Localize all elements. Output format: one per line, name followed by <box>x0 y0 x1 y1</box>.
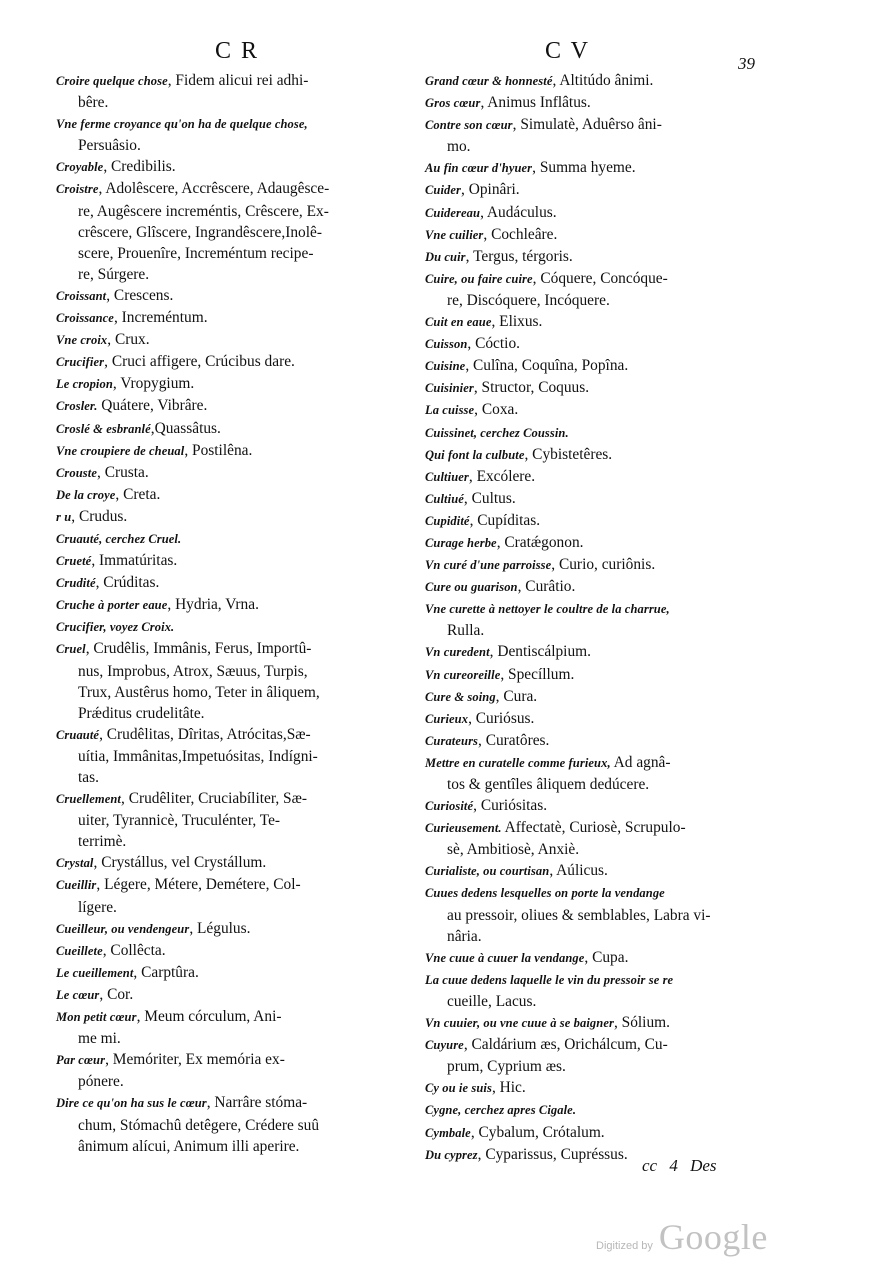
dictionary-entry <box>425 1034 770 1077</box>
dictionary-entry <box>425 157 770 179</box>
entry-definition: , Excólere. <box>468 467 536 485</box>
dictionary-entry <box>56 594 401 616</box>
left-column <box>56 70 401 1157</box>
entry-continuation: tos & gentîles âliquem dedúcere. <box>447 776 650 793</box>
entry-definition: , Curatôres. <box>478 731 550 749</box>
entry-headword: Crueté <box>56 554 92 569</box>
entry-definition: , Cultus. <box>463 489 516 507</box>
entry-headword: Croissance <box>56 311 114 326</box>
dictionary-entry <box>425 1144 770 1166</box>
entry-headword: Cuissinet, cerchez Coussin. <box>425 425 569 440</box>
dictionary-entry <box>425 268 770 311</box>
entry-definition: , Légere, Métere, Demétere, Col- <box>96 876 301 894</box>
dictionary-entry <box>425 1077 770 1099</box>
dictionary-entry <box>56 178 401 284</box>
page-number: 39 <box>738 54 755 73</box>
entry-definition: , Adolêscere, Accrêscere, Adaugêsce- <box>98 180 330 198</box>
dictionary-entry <box>56 395 401 417</box>
entry-headword: Croire quelque chose <box>56 74 168 88</box>
entry-continuation: lígere. <box>78 898 117 916</box>
dictionary-entry <box>425 355 770 377</box>
dictionary-entry <box>425 202 770 224</box>
dictionary-entry <box>56 285 401 307</box>
entry-headword: Cuire, ou faire cuire <box>425 271 533 286</box>
entry-headword: Par cœur <box>56 1053 106 1068</box>
entry-headword: Cueillir <box>56 878 97 893</box>
dictionary-entry <box>56 940 401 962</box>
entry-headword: La cuisse <box>425 403 475 418</box>
dictionary-entry <box>56 156 401 178</box>
dictionary-entry <box>56 616 401 638</box>
entry-headword: Cruche à porter eaue <box>56 598 168 613</box>
entry-definition: , Curiósitas. <box>473 797 548 815</box>
dictionary-entry <box>425 752 770 795</box>
entry-headword: Vne curette à nettoyer le coultre de la charrue, <box>425 602 670 617</box>
dictionary-entry <box>56 874 401 917</box>
entry-headword: Cuit en eaue <box>425 315 492 330</box>
dictionary-entry <box>425 377 770 399</box>
dictionary-entry <box>425 1099 770 1121</box>
entry-continuation: crêscere, Glîscere, Ingrandêscere,Inolê- <box>78 223 322 241</box>
entry-headword: Mettre en curatelle comme furieux, <box>425 755 611 770</box>
entry-definition: , Cóctio. <box>467 335 520 353</box>
entry-headword: Cygne, cerchez apres Cigale. <box>425 1103 577 1118</box>
entry-continuation: me mi. <box>78 1030 121 1048</box>
entry-headword: Curialiste, ou courtisan <box>425 864 550 879</box>
entry-definition: Quátere, Vibrâre. <box>97 397 208 415</box>
dictionary-entry <box>56 506 401 528</box>
dictionary-entry <box>56 1092 401 1156</box>
entry-headword: Cymbale <box>425 1125 471 1140</box>
entry-headword: Curieux <box>425 711 469 726</box>
dictionary-entry <box>56 918 401 940</box>
dictionary-entry <box>425 488 770 510</box>
entry-headword: Contre son cœur <box>425 118 513 133</box>
dictionary-entry <box>56 351 401 373</box>
entry-continuation: terrimè. <box>78 833 127 851</box>
entry-continuation: re, Súrgere. <box>78 265 150 283</box>
entry-continuation: Persuâsio. <box>78 137 141 155</box>
dictionary-entry <box>425 947 770 969</box>
dictionary-entry <box>425 444 770 466</box>
dictionary-entry <box>425 399 770 421</box>
dictionary-entry <box>425 554 770 576</box>
running-head-left: C R <box>215 38 260 64</box>
entry-headword: Le cueillement <box>56 965 134 980</box>
entry-headword: Cy ou ie suis <box>425 1081 492 1096</box>
dictionary-entry <box>56 440 401 462</box>
dictionary-entry <box>56 1006 401 1049</box>
dictionary-entry <box>56 788 401 852</box>
entry-headword: Crouste <box>56 465 97 480</box>
dictionary-entry <box>56 572 401 594</box>
entry-headword: Crucifier, voyez Croix. <box>56 620 175 635</box>
right-column <box>425 70 770 1166</box>
entry-definition: , Légulus. <box>189 919 251 937</box>
entry-headword: Qui font la culbute <box>425 447 525 462</box>
entry-definition: , Crystállus, vel Crystállum. <box>93 854 267 872</box>
entry-continuation: bêre. <box>78 94 109 112</box>
entry-definition: , Hydria, Vrna. <box>167 596 259 614</box>
entry-headword: Au fin cœur d'hyuer <box>425 161 533 176</box>
entry-definition: Affectatè, Curiosè, Scrupulo- <box>501 819 686 837</box>
entry-definition: , Hic. <box>491 1079 526 1097</box>
dictionary-entry <box>56 528 401 550</box>
entry-headword: De la croye <box>56 487 116 502</box>
entry-headword: Curiosité <box>425 799 474 814</box>
dictionary-entry <box>425 1122 770 1144</box>
dictionary-entry <box>425 817 770 860</box>
dictionary-entry <box>425 795 770 817</box>
entry-headword: La cuue dedens laquelle le vin du pressoir se re <box>425 972 674 987</box>
entry-headword: Cuisinier <box>425 381 474 396</box>
dictionary-entry <box>425 510 770 532</box>
entry-headword: Le cropion <box>56 377 113 392</box>
entry-definition: , Culîna, Coquîna, Popîna. <box>465 357 629 375</box>
entry-headword: Cruauté <box>56 727 100 742</box>
dictionary-entry <box>425 1012 770 1034</box>
dictionary-entry <box>425 882 770 946</box>
dictionary-entry <box>56 113 401 156</box>
entry-headword: Croistre <box>56 182 99 197</box>
entry-headword: Vne croix <box>56 333 108 348</box>
signature-catchword <box>642 1156 717 1176</box>
entry-definition: , Increméntum. <box>113 309 208 327</box>
dictionary-entry <box>425 686 770 708</box>
dictionary-entry <box>425 246 770 268</box>
dictionary-entry <box>425 92 770 114</box>
entry-definition: , Animus Inflâtus. <box>480 94 591 112</box>
watermark-prefix: Digitized by <box>596 1240 653 1252</box>
dictionary-entry <box>56 307 401 329</box>
dictionary-entry <box>425 70 770 92</box>
dictionary-entry <box>425 969 770 1012</box>
entry-headword: Curieusement. <box>425 821 502 836</box>
dictionary-entry <box>425 114 770 157</box>
entry-continuation: re, Discóquere, Incóquere. <box>447 291 610 309</box>
entry-continuation: scere, Prouenîre, Increméntum recipe- <box>78 244 314 262</box>
dictionary-entry <box>56 724 401 788</box>
entry-definition: , Cybalum, Crótalum. <box>470 1123 605 1141</box>
dictionary-entry <box>56 962 401 984</box>
entry-definition: , Specíllum. <box>500 665 575 683</box>
entry-headword: Cupidité <box>425 513 470 528</box>
entry-headword: Cuidereau <box>425 205 481 220</box>
entry-headword: r u <box>56 509 72 524</box>
entry-continuation: prum, Cyprium æs. <box>447 1058 566 1076</box>
dictionary-entry <box>425 598 770 641</box>
entry-definition: , Carptûra. <box>133 963 199 981</box>
dictionary-entry <box>425 708 770 730</box>
entry-headword: Gros cœur <box>425 96 481 111</box>
entry-headword: Vn cuuier, ou vne cuue à se baigner <box>425 1016 614 1031</box>
entry-headword: Cultiuer <box>425 469 469 484</box>
entry-definition: , Sólium. <box>613 1014 670 1032</box>
dictionary-entry <box>56 70 401 113</box>
dictionary-entry <box>56 984 401 1006</box>
entry-definition: , Summa hyeme. <box>532 159 636 177</box>
dictionary-entry <box>56 418 401 440</box>
entry-headword: Cruauté, cerchez Cruel. <box>56 531 182 546</box>
catchword: Des <box>690 1156 717 1175</box>
entry-definition: , Cupa. <box>584 948 629 966</box>
entry-definition: , Dentiscálpium. <box>489 643 591 661</box>
dictionary-entry <box>425 311 770 333</box>
entry-headword: Dire ce qu'on ha sus le cœur <box>56 1096 207 1111</box>
entry-headword: Vne cuilier <box>425 227 484 242</box>
entry-definition: , Coxa. <box>474 401 519 419</box>
entry-headword: Crystal <box>56 856 94 871</box>
entry-definition: , Aúlicus. <box>549 862 608 880</box>
dictionary-entry <box>56 329 401 351</box>
entry-headword: Vne ferme croyance qu'on ha de quelque chose, <box>56 117 308 132</box>
entry-headword: Cuues dedens lesquelles on porte la vendange <box>425 886 665 901</box>
entry-continuation: cueille, Lacus. <box>447 992 537 1010</box>
entry-definition: , Simulatè, Aduêrso âni- <box>512 116 662 134</box>
entry-definition: , Crescens. <box>106 286 174 304</box>
dictionary-entry <box>56 550 401 572</box>
entry-continuation: mo. <box>447 138 471 156</box>
entry-definition: , Cochleâre. <box>483 225 558 243</box>
entry-headword: Mon petit cœur <box>56 1010 137 1025</box>
dictionary-entry <box>56 852 401 874</box>
entry-definition: , Meum córculum, Ani- <box>136 1008 282 1026</box>
entry-continuation: Trux, Austêrus homo, Teter in âliquem, <box>78 683 320 701</box>
dictionary-entry <box>425 860 770 882</box>
entry-definition: , Vropygium. <box>112 375 195 393</box>
dictionary-entry <box>425 664 770 686</box>
entry-headword: Vn curé d'une parroisse <box>425 558 552 573</box>
dictionary-entry <box>56 484 401 506</box>
entry-definition: , Memóriter, Ex memória ex- <box>105 1051 285 1069</box>
dictionary-entry <box>56 638 401 723</box>
entry-headword: Cuyure <box>425 1038 464 1053</box>
entry-definition: , Cybistetêres. <box>524 445 613 463</box>
entry-definition: , Elixus. <box>491 313 543 331</box>
entry-definition: , Curio, curiônis. <box>551 556 656 574</box>
dictionary-entry <box>425 532 770 554</box>
dictionary-entry <box>56 462 401 484</box>
dictionary-entry <box>56 1049 401 1092</box>
entry-definition: , Credibilis. <box>103 158 176 176</box>
digitized-watermark <box>596 1216 768 1258</box>
entry-headword: Du cuir <box>425 249 466 264</box>
entry-definition: , Crudêlis, Immânis, Ferus, Importû- <box>85 640 312 658</box>
entry-headword: Cruellement <box>56 792 121 807</box>
entry-continuation: Prǽditus crudelitâte. <box>78 704 205 722</box>
entry-continuation: ânimum alícui, Animum illi aperire. <box>78 1137 300 1155</box>
entry-headword: Grand cœur & honnesté <box>425 74 553 88</box>
entry-headword: Curateurs <box>425 733 479 748</box>
entry-headword: Vn curedent <box>425 645 490 660</box>
entry-definition: , Postilêna. <box>184 441 253 459</box>
entry-headword: Cure ou guarison <box>425 580 518 595</box>
dictionary-entry <box>425 333 770 355</box>
entry-continuation: sè, Ambitiosè, Anxiè. <box>447 841 580 859</box>
entry-definition: , Collêcta. <box>102 941 166 959</box>
entry-definition: , Tergus, térgoris. <box>465 247 573 265</box>
entry-continuation: re, Augêscere increméntis, Crêscere, Ex- <box>78 202 329 220</box>
entry-definition: , Cratǽgonon. <box>496 533 584 551</box>
entry-headword: Vn cureoreille <box>425 667 501 682</box>
entry-definition: , Curiósus. <box>468 709 535 727</box>
entry-definition: , Cupíditas. <box>469 511 541 529</box>
entry-headword: Croyable <box>56 160 104 175</box>
dictionary-entry <box>425 422 770 444</box>
dictionary-entry <box>425 576 770 598</box>
entry-headword: Cuider <box>425 183 462 198</box>
entry-definition: , Crusta. <box>97 463 149 481</box>
signature-mark: cc 4 <box>642 1156 678 1175</box>
google-logo: Google <box>658 1217 768 1257</box>
entry-definition: , Caldárium æs, Orichálcum, Cu- <box>463 1036 668 1054</box>
entry-definition: , Structor, Coquus. <box>473 379 590 397</box>
entry-definition: , Cura. <box>495 687 538 705</box>
entry-headword: Croissant <box>56 288 107 303</box>
entry-definition: , Cruci affigere, Crúcibus dare. <box>104 353 295 371</box>
entry-headword: Cueilleur, ou vendengeur <box>56 921 190 936</box>
dictionary-entry <box>425 466 770 488</box>
entry-definition: , Creta. <box>115 485 161 503</box>
entry-definition: , Altitúdo ânimi. <box>552 72 654 89</box>
entry-headword: Curage herbe <box>425 535 497 550</box>
entry-continuation: nâria. <box>447 927 482 945</box>
entry-definition: Ad agnâ- <box>610 753 671 771</box>
entry-headword: Vne cuue à cuuer la vendange <box>425 950 585 965</box>
entry-definition: , Fidem alicui rei adhi- <box>167 72 309 89</box>
entry-definition: , Crúditas. <box>95 574 160 592</box>
entry-headword: Cruel <box>56 642 86 657</box>
entry-continuation: Rulla. <box>447 622 485 640</box>
entry-headword: Vne croupiere de cheual <box>56 443 185 458</box>
entry-headword: Croslé & esbranlé <box>56 421 151 436</box>
entry-definition: ,Quassâtus. <box>150 419 221 437</box>
dictionary-entry <box>56 373 401 395</box>
entry-definition: , Opinâri. <box>461 181 520 199</box>
entry-definition: , Curâtio. <box>517 578 576 596</box>
entry-definition: , Crux. <box>107 331 150 349</box>
entry-definition: , Cóquere, Concóque- <box>532 269 668 287</box>
dictionary-entry <box>425 224 770 246</box>
entry-headword: Crudité <box>56 576 96 591</box>
entry-definition: , Narrâre stóma- <box>206 1094 308 1112</box>
entry-headword: Cueillete <box>56 943 103 958</box>
entry-continuation: pónere. <box>78 1073 124 1091</box>
entry-headword: Cuisine <box>425 359 466 374</box>
entry-continuation: chum, Stómachû detêgere, Crédere suû <box>78 1116 320 1134</box>
entry-definition: , Audáculus. <box>480 203 557 221</box>
dictionary-entry <box>425 730 770 752</box>
entry-continuation: tas. <box>78 769 99 786</box>
entry-continuation: uiter, Tyrannicè, Truculénter, Te- <box>78 812 281 830</box>
entry-headword: Du cyprez <box>425 1147 478 1162</box>
entry-headword: Cure & soing <box>425 689 496 704</box>
entry-headword: Cultiué <box>425 491 464 506</box>
dictionary-entry <box>425 179 770 201</box>
entry-headword: Le cœur <box>56 987 100 1002</box>
entry-definition: , Cor. <box>99 985 134 1003</box>
entry-headword: Crucifier <box>56 355 105 370</box>
entry-headword: Cuisson <box>425 337 468 352</box>
running-head-right: C V <box>545 38 590 64</box>
entry-continuation: uítia, Immânitas,Impetuósitas, Indígni- <box>78 747 318 765</box>
entry-definition: , Cyparissus, Cupréssus. <box>477 1145 628 1163</box>
entry-headword: Crosler. <box>56 399 98 414</box>
entry-definition: , Crudêlitas, Dîritas, Atrócitas,Sæ- <box>99 725 311 743</box>
entry-continuation: nus, Improbus, Atrox, Sæuus, Turpis, <box>78 662 308 680</box>
dictionary-entry <box>425 641 770 663</box>
entry-definition: , Crudêliter, Cruciabíliter, Sæ- <box>121 790 307 808</box>
entry-continuation: au pressoir, oliues & semblables, Labra vi- <box>447 906 711 924</box>
entry-definition: , Immatúritas. <box>91 552 178 570</box>
entry-definition: , Crudus. <box>71 507 128 525</box>
